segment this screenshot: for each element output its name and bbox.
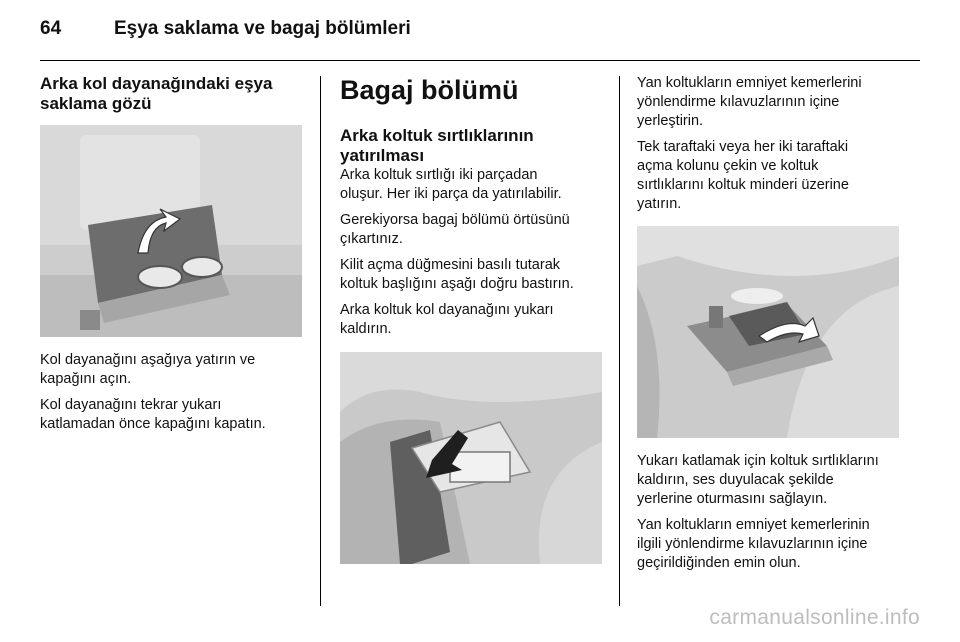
column-divider-1 <box>320 76 321 606</box>
column-cargo-area <box>340 74 602 564</box>
fold-para-2: Gerekiyorsa bagaj bölümü örtüsünü çıkartınız. <box>340 212 570 247</box>
fold-para-1: Arka koltuk sırtlığı iki parçadan oluşur. Her iki parça da yatırılabilir. <box>340 167 562 202</box>
page-header <box>40 18 920 52</box>
chapter-title: Eşya saklama ve bagaj bölümleri <box>114 18 411 39</box>
fold-para-4: Arka koltuk kol dayanağını yukarı kaldırın. <box>340 302 554 337</box>
fold-para-3: Kilit açma düğmesini basılı tutarak koltuk başlığını aşağı doğru bastırın. <box>340 257 574 292</box>
column-armrest-storage <box>40 74 302 434</box>
fold-up-para: Yukarı katlamak için koltuk sırtlıklarını kaldırın, ses duyulacak şekilde yerlerine oturmasını sağlayın. <box>637 453 879 507</box>
armrest-storage-illustration-icon <box>40 125 302 337</box>
fold-seats-heading: Arka koltuk sırtlıklarının yatırılması <box>340 126 534 165</box>
belt-check-para: Yan koltukların emniyet kemerlerinin ilgili yönlendirme kılavuzlarının içine geçirildiğinden emin olun. <box>637 517 870 571</box>
column-fold-instructions <box>637 74 907 573</box>
page-number: 64 <box>40 18 62 39</box>
armrest-storage-heading: Arka kol dayanağındaki eşya saklama gözü <box>40 74 273 113</box>
armrest-para-1: Kol dayanağını aşağıya yatırın ve kapağını açın. <box>40 352 256 387</box>
cargo-section-title: Bagaj bölümü <box>340 75 519 105</box>
column-divider-2 <box>619 76 620 606</box>
armrest-para-2: Kol dayanağını tekrar yukarı katlamadan önce kapağını kapatın. <box>40 397 266 432</box>
watermark: carmanualsonline.info <box>709 606 920 629</box>
seat-belt-guide-illustration-icon <box>340 352 602 564</box>
header-divider <box>40 60 920 61</box>
belt-para-1: Yan koltukların emniyet kemerlerini yönlendirme kılavuzlarının içine yerleştirin. <box>637 75 862 129</box>
lever-para: Tek taraftaki veya her iki taraftaki açma kolunu çekin ve koltuk sırtlıklarını koltuk minderi üzerine yatırın. <box>637 139 849 212</box>
release-lever-illustration-icon <box>637 226 899 438</box>
